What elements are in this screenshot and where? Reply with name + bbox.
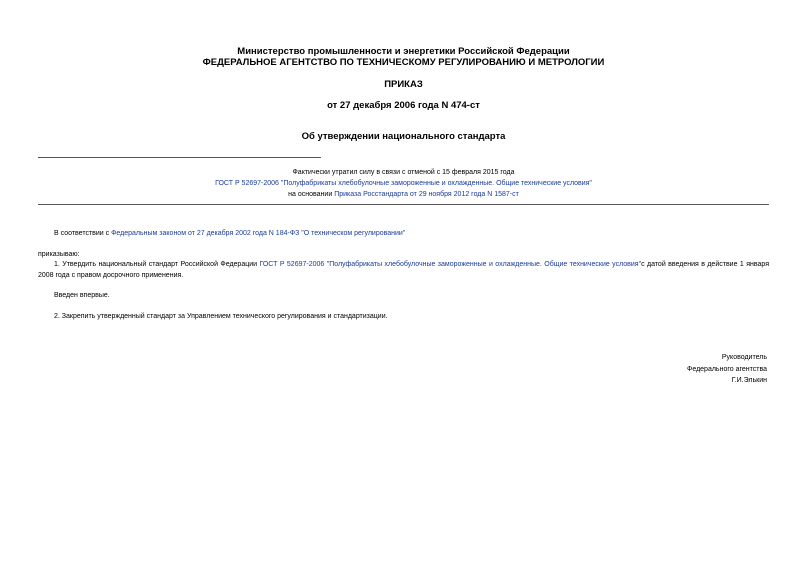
agency-name: ФЕДЕРАЛЬНОЕ АГЕНТСТВО ПО ТЕХНИЧЕСКОМУ РЕГУЛИРОВАНИЮ И МЕТРОЛОГИИ [202,57,605,68]
status-note-line3 [0,189,807,200]
item-1-prefix: 1. Утвердить национальный стандарт Российской Федерации [54,261,260,268]
status-note-line1: Фактически утратил силу в связи с отменой с 15 февраля 2015 года [292,169,515,176]
orders-label: приказываю: [38,251,80,258]
ministry-name: Министерство промышленности и энергетики Российской Федерации [237,46,570,57]
signature-name: Г.И.Элькин [731,377,767,384]
introduced-note: Введен впервые. [54,292,110,299]
federal-law-link[interactable]: Федеральным законом от 27 декабря 2002 года N 184-ФЗ "О техническом регулировании" [111,230,406,237]
document-title: Об утверждении национального стандарта [301,131,506,142]
signature-position-2: Федерального агентства [687,365,767,373]
top-divider [38,157,321,158]
document-date: от 27 декабря 2006 года N 474-ст [327,100,480,111]
item-1-paragraph [38,260,769,281]
item-2-paragraph: 2. Закрепить утвержденный стандарт за Управлением технического регулирования и стандартизации. [54,313,388,320]
signature-block [687,352,767,387]
bottom-divider [38,204,769,205]
item-1-suffix: с датой введения в действие 1 января 2008 года с правом досрочного применения. [38,261,769,279]
preamble-paragraph [54,229,769,240]
item-1-gost-link[interactable]: ГОСТ Р 52697-2006 "Полуфабрикаты хлебобулочные замороженные и охлажденные. Общие технические условия" [259,261,642,268]
document-type: ПРИКАЗ [384,79,423,90]
status-note-prefix: на основании [288,191,335,198]
rosstandart-order-link[interactable]: Приказа Росстандарта от 29 ноября 2012 года N 1587-ст [334,191,519,198]
status-note-line2 [0,178,807,189]
signature-position-1: Руководитель [721,354,767,361]
preamble-prefix: В соответствии с [54,230,112,237]
gost-link[interactable]: ГОСТ Р 52697-2006 "Полуфабрикаты хлебобулочные замороженные и охлажденные. Общие технические условия" [215,180,592,187]
